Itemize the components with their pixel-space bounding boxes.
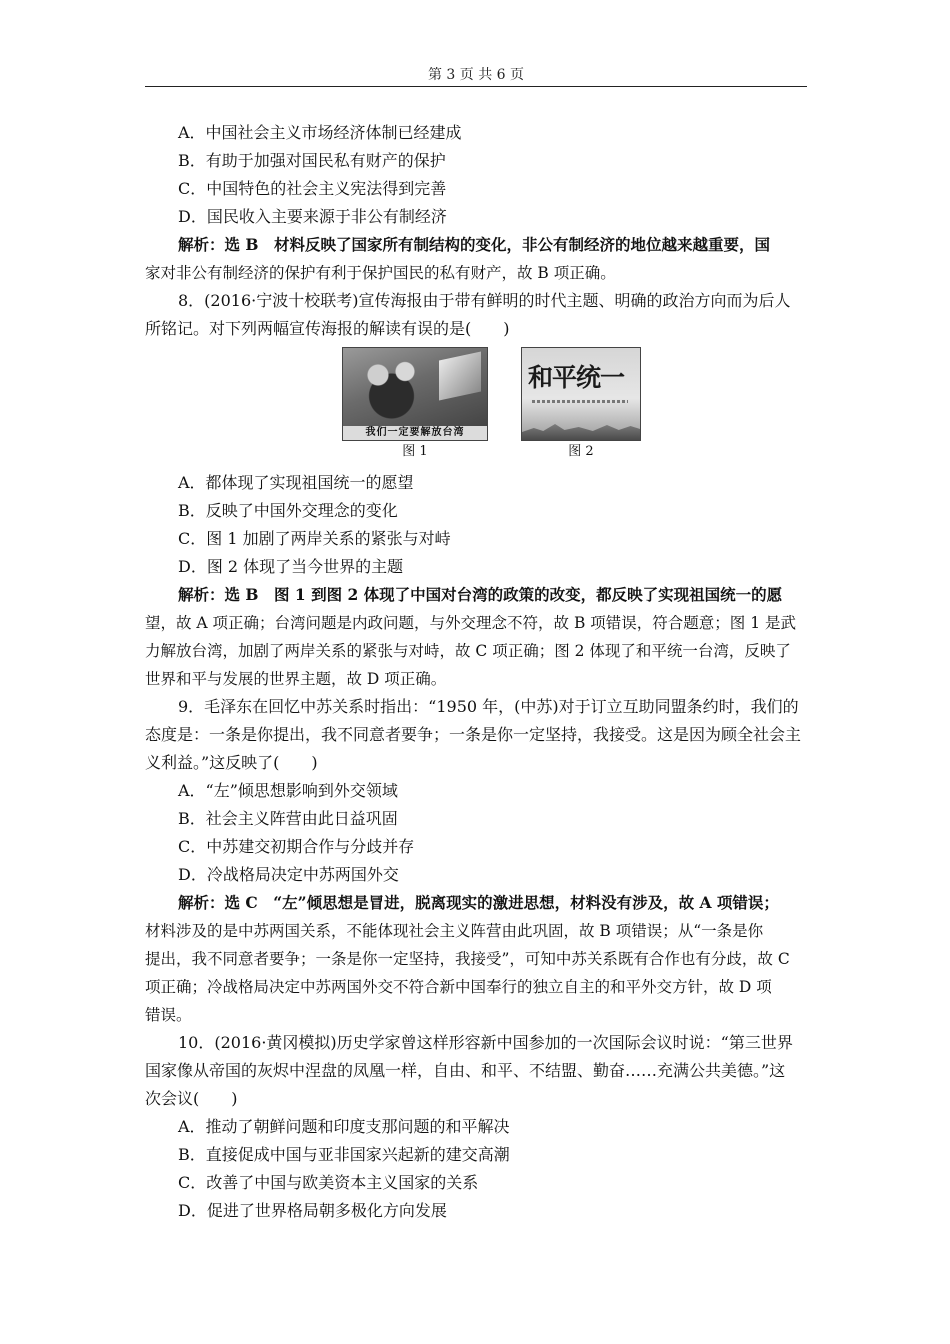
q8-analysis [145,581,807,693]
q10-option-b: B．直接促成中国与亚非国家兴起新的建交高潮 [178,1145,510,1164]
q9-analysis-line: 解析：选 C “左”倾思想是冒进，脱离现实的激进思想，材料没有涉及，故 A 项错误； [178,893,779,912]
q10-option-c: C．改善了中国与欧美资本主义国家的关系 [178,1173,479,1192]
q9-analysis-line: 提出，我不同意者要争；一条是你一定坚持，我接受”，可知中苏关系既有合作也有分歧，故 C [145,950,790,968]
q9-analysis-line: 材料涉及的是中苏两国关系，不能体现社会主义阵营由此巩固，故 B 项错误；从“一条是你 [145,922,764,940]
poster-image-2 [521,347,641,441]
q7-option-d: D．国民收入主要来源于非公有制经济 [178,207,447,226]
q10-option-a: A．推动了朝鲜问题和印度支那问题的和平解决 [178,1117,510,1136]
q8-stem [145,287,807,343]
q9-stem-line: 9．毛泽东在回忆中苏关系时指出：“1950 年，(中苏)对于订立互助同盟条约时，我们的 [178,697,799,716]
q9-option-c: C．中苏建交初期合作与分歧并存 [178,837,415,856]
figure-1 [342,347,488,461]
q8-analysis-line: 力解放台湾，加剧了两岸关系的紧张与对峙，故 C 项正确；图 2 体现了和平统一台湾，反映了 [145,642,791,660]
soldiers-graphic [351,354,441,424]
q9-option-b: B．社会主义阵营由此日益巩固 [178,809,398,828]
header-divider [145,86,807,87]
q7-option-a: A．中国社会主义市场经济体制已经建成 [178,123,462,142]
q8-figures [145,347,807,465]
q10-options [145,1113,807,1225]
q8-stem-line: 所铭记。对下列两幅宣传海报的解读有误的是( ) [145,319,510,338]
q9-options [145,777,807,889]
q9-stem [145,693,807,777]
q7-option-c: C．中国特色的社会主义宪法得到完善 [178,179,447,198]
q10-stem-line: 10．(2016·黄冈模拟)历史学家曾这样形容新中国参加的一次国际会议时说：“第三世界 [178,1033,793,1052]
flag-graphic [439,352,481,401]
q7-analysis [145,231,807,287]
q8-option-b: B．反映了中国外交理念的变化 [178,501,398,520]
q7-analysis-line: 解析：选 B 材料反映了国家所有制结构的变化，非公有制经济的地位越来越重要，国 [178,235,770,254]
page-number: 第 3 页 共 6 页 [427,67,525,83]
document-body [145,119,807,1225]
figure-1-caption: 图 1 [402,444,428,459]
q7-analysis-line: 家对非公有制经济的保护有利于保护国民的私有财产，故 B 项正确。 [145,264,616,282]
q8-option-a: A．都体现了实现祖国统一的愿望 [178,473,414,492]
q8-analysis-line: 解析：选 B 图 1 到图 2 体现了中国对台湾的政策的改变，都反映了实现祖国统一的愿 [178,585,783,604]
q8-stem-line: 8．(2016·宁波十校联考)宣传海报由于带有鲜明的时代主题、明确的政治方向而为后人 [178,291,791,310]
q9-analysis-line: 项正确；冷战格局决定中苏两国外交不符合新中国奉行的独立自主的和平外交方针，故 D 项 [145,978,772,996]
figure-2 [521,347,641,461]
q9-analysis-line: 错误。 [145,1006,192,1024]
q8-options [145,469,807,581]
q8-option-d: D．图 2 体现了当今世界的主题 [178,557,404,576]
q8-analysis-line: 世界和平与发展的世界主题，故 D 项正确。 [145,670,447,688]
skyline-graphic [522,420,640,440]
poster-image-1 [342,347,488,441]
q10-stem [145,1029,807,1113]
poster-1-banner: 我们一定要解放台湾 [343,426,487,440]
q10-stem-line: 次会议( ) [145,1089,238,1108]
q9-option-a: A．“左”倾思想影响到外交领域 [178,781,398,800]
poster-2-subtext [532,400,628,403]
q8-option-c: C．图 1 加剧了两岸关系的紧张与对峙 [178,529,451,548]
poster-2-title: 和平统一 [528,363,625,392]
page-header [145,64,807,84]
q10-stem-line: 国家像从帝国的灰烬中涅盘的凤凰一样，自由、和平、不结盟、勤奋……充满公共美德。”这 [145,1061,786,1080]
q7-option-b: B．有助于加强对国民私有财产的保护 [178,151,446,170]
q9-stem-line: 态度是：一条是你提出，我不同意者要争；一条是你一定坚持，我接受。这是因为顾全社会主 [145,725,802,744]
q9-stem-line: 义利益。”这反映了( ) [145,753,318,772]
figure-2-caption: 图 2 [568,444,594,459]
q7-options [145,119,807,231]
q9-option-d: D．冷战格局决定中苏两国外交 [178,865,399,884]
q8-analysis-line: 望，故 A 项正确；台湾问题是内政问题，与外交理念不符，故 B 项错误，符合题意；图 1 是武 [145,614,797,632]
q9-analysis [145,889,807,1029]
q10-option-d: D．促进了世界格局朝多极化方向发展 [178,1201,447,1220]
